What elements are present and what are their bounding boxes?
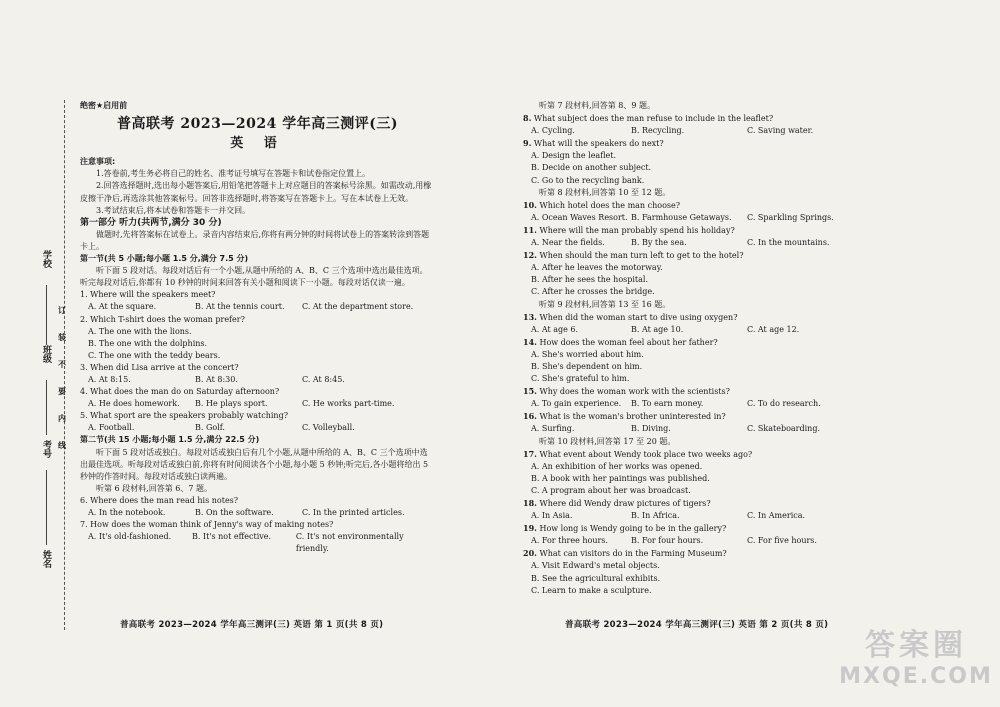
answer-option: A. He does homework. xyxy=(88,399,180,409)
watermark-url: MXQE.COM xyxy=(839,664,993,689)
answer-option: A. Design the leaflet. xyxy=(531,151,617,161)
listening-intro: 听第 8 段材料,回答第 10 至 12 题。 xyxy=(539,187,671,197)
answer-option: B. At age 10. xyxy=(631,324,684,334)
question-text: Which hotel does the man choose? xyxy=(539,200,681,210)
question xyxy=(523,112,838,125)
school-label: 学校 xyxy=(41,250,51,268)
answer-option: B. By the sea. xyxy=(631,238,687,248)
confidential-mark: 绝密★启用前 xyxy=(80,101,128,110)
question xyxy=(523,224,838,237)
subject-title: 英 语 xyxy=(230,136,285,152)
answer-option: A. At 8:15. xyxy=(88,374,131,384)
answer-option: B. Diving. xyxy=(631,424,671,434)
section2-heading: 第二节(共 15 小题;每小题 1.5 分,满分 22.5 分) xyxy=(80,435,260,445)
cut-char: 要 xyxy=(58,387,66,396)
question-text: 5. What sport are the speakers probably watching? xyxy=(80,411,288,421)
question-text: 4. What does the man do on Saturday afternoon? xyxy=(80,387,280,397)
answer-option: C. For five hours. xyxy=(747,536,817,546)
question xyxy=(80,519,435,531)
page-1 xyxy=(80,100,435,555)
answer-option: C. To do research. xyxy=(747,399,821,409)
question-text: What subject does the man refuse to include in the leaflet? xyxy=(533,114,774,124)
question-number: 20. xyxy=(523,548,537,559)
answer-options xyxy=(88,531,435,555)
question xyxy=(523,547,838,560)
answer-option: C. In America. xyxy=(747,511,806,521)
question xyxy=(523,199,838,212)
answer-option: C. She's grateful to him. xyxy=(531,374,630,384)
answer-option: C. Volleyball. xyxy=(302,423,355,433)
answer-option: A. Near the fields. xyxy=(531,238,605,248)
question-number: 14. xyxy=(523,336,537,347)
question xyxy=(80,410,435,422)
question-text: 3. When did Lisa arrive at the concert? xyxy=(80,362,239,372)
answer-options xyxy=(531,324,838,336)
answer-options xyxy=(531,510,838,522)
question xyxy=(80,386,435,398)
watermark-logo xyxy=(836,628,996,703)
answer-option: B. A book with her paintings was published. xyxy=(531,473,710,483)
answer-option: A. At age 6. xyxy=(531,324,579,334)
question-text: Where will the man probably spend his holiday? xyxy=(539,225,735,235)
listening-intro: 听第 10 段材料,回答第 17 至 20 题。 xyxy=(539,436,676,446)
question xyxy=(523,448,838,461)
answer-option: A. To gain experience. xyxy=(531,399,622,409)
question xyxy=(523,522,838,535)
listening-intro: 听第 9 段材料,回答第 13 至 16 题。 xyxy=(539,299,671,309)
answer-option: C. A program about her was broadcast. xyxy=(531,485,691,495)
listening-intro: 听第 6 段材料,回答第 6、7 题。 xyxy=(96,483,212,493)
question-text: 1. Where will the speakers meet? xyxy=(80,290,216,300)
cut-char: 订 xyxy=(58,306,66,315)
answer-option: B. Golf. xyxy=(195,423,225,433)
answer-options xyxy=(88,507,435,519)
binding-margin xyxy=(0,0,72,707)
cut-char: 线 xyxy=(58,441,66,450)
question-number: 12. xyxy=(523,250,537,261)
question-number: 9. xyxy=(523,138,532,149)
answer-option: B. For four hours. xyxy=(631,536,704,546)
name-label: 姓名 xyxy=(41,550,51,568)
question-text: 6. Where does the man read his notes? xyxy=(80,495,239,505)
question xyxy=(80,362,435,374)
answer-options xyxy=(88,301,435,313)
question-number: 13. xyxy=(523,311,537,322)
page-1-footer: 普高联考 2023—2024 学年高三测评(三) 英语 第 1 页(共 8 页) xyxy=(120,620,384,630)
question-list-2 xyxy=(80,495,435,555)
note-item: 2.回答选择题时,选出每小题答案后,用铅笔把答题卡上对应题目的答案标号涂黑。如需改动,用橡皮擦干净后,再选涂其他答案标号。回答非选择题时,将答案写在答题卡上。写在本试卷上无效。 xyxy=(80,181,432,203)
question-number: 8. xyxy=(523,113,532,124)
question xyxy=(80,314,435,326)
question xyxy=(523,137,838,150)
question-text: 7. How does the woman think of Jenny's way of making notes? xyxy=(80,520,334,530)
question xyxy=(523,410,838,423)
answer-option: B. Farmhouse Getaways. xyxy=(631,212,732,222)
answer-option: C. Go to the recycling bank. xyxy=(531,175,645,185)
answer-option: C. In the mountains. xyxy=(747,238,830,248)
exam-number-blank xyxy=(46,470,47,545)
notes-heading: 注意事项: xyxy=(80,157,116,167)
question-number: 16. xyxy=(523,411,537,422)
question xyxy=(80,289,435,301)
answer-option: A. At the square. xyxy=(88,302,157,312)
answer-option: B. After he sees the hospital. xyxy=(531,275,649,285)
answer-option: C. It's not environmentally friendly. xyxy=(295,532,404,554)
answer-option: B. At the tennis court. xyxy=(195,302,285,312)
answer-option: B. To earn money. xyxy=(631,399,704,409)
answer-option: A. The one with the lions. xyxy=(88,326,192,336)
answer-option: C. At 8:45. xyxy=(302,374,345,384)
section1-description: 听下面 5 段对话。每段对话后有一个小题,从题中所给的 A、B、C 三个选项中选出最佳选项。听完每段对话后,你都有 10 秒钟的时间来回答有关小题和阅读下一小题。每段对话仅读一遍。 xyxy=(80,266,428,288)
note-item: 3.考试结束后,将本试卷和答题卡一并交回。 xyxy=(96,205,251,215)
question-text: What event about Wendy took place two weeks ago? xyxy=(539,449,753,459)
class-blank xyxy=(46,380,47,435)
answer-options xyxy=(531,398,838,410)
answer-option: A. Football. xyxy=(88,423,135,433)
answer-options xyxy=(88,422,435,434)
exam-title: 普高联考 2023—2024 学年高三测评(三) xyxy=(117,116,398,133)
question-number: 19. xyxy=(523,523,537,534)
answer-option: B. On the software. xyxy=(195,508,274,517)
answer-option: C. Saving water. xyxy=(747,126,814,136)
answer-option: B. It's not effective. xyxy=(191,532,272,542)
question-text: What is the woman's brother uninterested in? xyxy=(539,412,726,422)
answer-options xyxy=(531,237,838,249)
answer-options xyxy=(88,374,435,386)
part1-heading: 第一部分 听力(共两节,满分 30 分) xyxy=(80,217,222,228)
part1-description: 做题时,先将答案标在试卷上。录音内容结束后,你将有两分钟的时间将试卷上的答案转涂到答题卡上。 xyxy=(80,229,430,251)
question-number: 10. xyxy=(523,199,537,210)
answer-option: B. She's dependent on him. xyxy=(531,361,643,371)
question xyxy=(80,495,435,507)
question xyxy=(523,249,838,262)
answer-options xyxy=(531,535,838,547)
school-blank xyxy=(46,285,47,345)
question-text: How long is Wendy going to be in the gallery? xyxy=(539,524,727,534)
question-text: Where did Wendy draw pictures of tigers? xyxy=(539,499,711,508)
question-list-1 xyxy=(80,289,435,434)
answer-option: A. Visit Edward's metal objects. xyxy=(531,561,660,571)
answer-option: C. In the printed articles. xyxy=(302,508,405,517)
cut-char: 装 xyxy=(58,333,66,342)
answer-option: C. Skateboarding. xyxy=(747,424,820,434)
page-2-footer: 普高联考 2023—2024 学年高三测评(三) 英语 第 2 页(共 8 页) xyxy=(565,620,829,630)
question-number: 11. xyxy=(523,224,537,235)
question-text: Why does the woman work with the scientists? xyxy=(539,387,730,397)
question-text: What will the speakers do next? xyxy=(533,139,664,149)
answer-option: C. At age 12. xyxy=(747,324,800,334)
answer-option: B. Recycling. xyxy=(631,126,685,136)
answer-option: C. At the department store. xyxy=(302,302,414,312)
answer-option: C. Learn to make a sculpture. xyxy=(531,585,652,595)
answer-option: B. In Africa. xyxy=(631,511,680,521)
cut-char: 内 xyxy=(58,414,66,423)
answer-option: A. She's worried about him. xyxy=(531,349,644,359)
answer-options xyxy=(88,398,435,410)
answer-options xyxy=(531,125,838,137)
note-item: 1.答卷前,考生务必将自己的姓名、准考证号填写在答题卡和试卷指定位置上。 xyxy=(96,169,371,179)
answer-option: A. In the notebook. xyxy=(88,508,166,517)
class-label: 班级 xyxy=(41,345,51,363)
answer-option: B. The one with the dolphins. xyxy=(88,338,208,348)
answer-option: A. An exhibition of her works was opened. xyxy=(531,461,703,471)
question xyxy=(523,385,838,398)
answer-option: B. Decide on another subject. xyxy=(531,163,652,173)
question-text: 2. Which T-shirt does the woman prefer? xyxy=(80,314,245,324)
answer-option: C. He works part-time. xyxy=(302,399,395,409)
answer-options xyxy=(531,212,838,224)
watermark-text: 答案圈 xyxy=(865,628,967,663)
section1-heading: 第一节(共 5 小题;每小题 1.5 分,满分 7.5 分) xyxy=(80,254,249,264)
answer-option: A. In Asia. xyxy=(531,511,573,521)
question-number: 15. xyxy=(523,386,537,397)
question-text: When did the woman start to dive using oxygen? xyxy=(539,312,738,322)
answer-option: C. Sparkling Springs. xyxy=(747,212,834,222)
question-number: 17. xyxy=(523,448,537,459)
question xyxy=(523,497,838,510)
answer-option: A. For three hours. xyxy=(531,536,608,546)
answer-option: A. Surfing. xyxy=(531,424,575,434)
answer-option: C. After he crosses the bridge. xyxy=(531,287,655,297)
answer-option: B. See the agricultural exhibits. xyxy=(531,573,661,583)
exam-number-label: 考号 xyxy=(41,440,51,458)
question xyxy=(523,311,838,324)
answer-option: A. After he leaves the motorway. xyxy=(531,263,663,273)
question-text: How does the woman feel about her father? xyxy=(539,337,718,347)
answer-option: B. At 8:30. xyxy=(195,374,238,384)
question-text: What can visitors do in the Farming Museum? xyxy=(539,549,727,559)
question xyxy=(523,336,838,349)
section2-description: 听下面 5 段对话或独白。每段对话或独白后有几个小题,从题中所给的 A、B、C 三个选项中选出最佳选项。听每段对话或独白前,你将有时间阅读各个小题,每小题 5 秒钟;听完后,各小题将给出 5 秒钟的作答时间。每段对话或独白读两遍。 xyxy=(80,447,429,481)
page-2 xyxy=(523,100,838,597)
cut-char: 不 xyxy=(58,360,66,369)
answer-option: B. He plays sport. xyxy=(195,399,268,409)
answer-option: A. Ocean Waves Resort. xyxy=(531,212,628,222)
answer-option: A. Cycling. xyxy=(531,126,575,136)
answer-options xyxy=(531,423,838,435)
listening-intro: 听第 7 段材料,回答第 8、9 题。 xyxy=(539,101,655,110)
question-text: When should the man turn left to get to the hotel? xyxy=(539,251,744,261)
question-number: 18. xyxy=(523,498,537,508)
question-list-3 xyxy=(523,100,838,597)
answer-option: C. The one with the teddy bears. xyxy=(88,350,221,360)
answer-option: A. It's old-fashioned. xyxy=(88,532,172,542)
